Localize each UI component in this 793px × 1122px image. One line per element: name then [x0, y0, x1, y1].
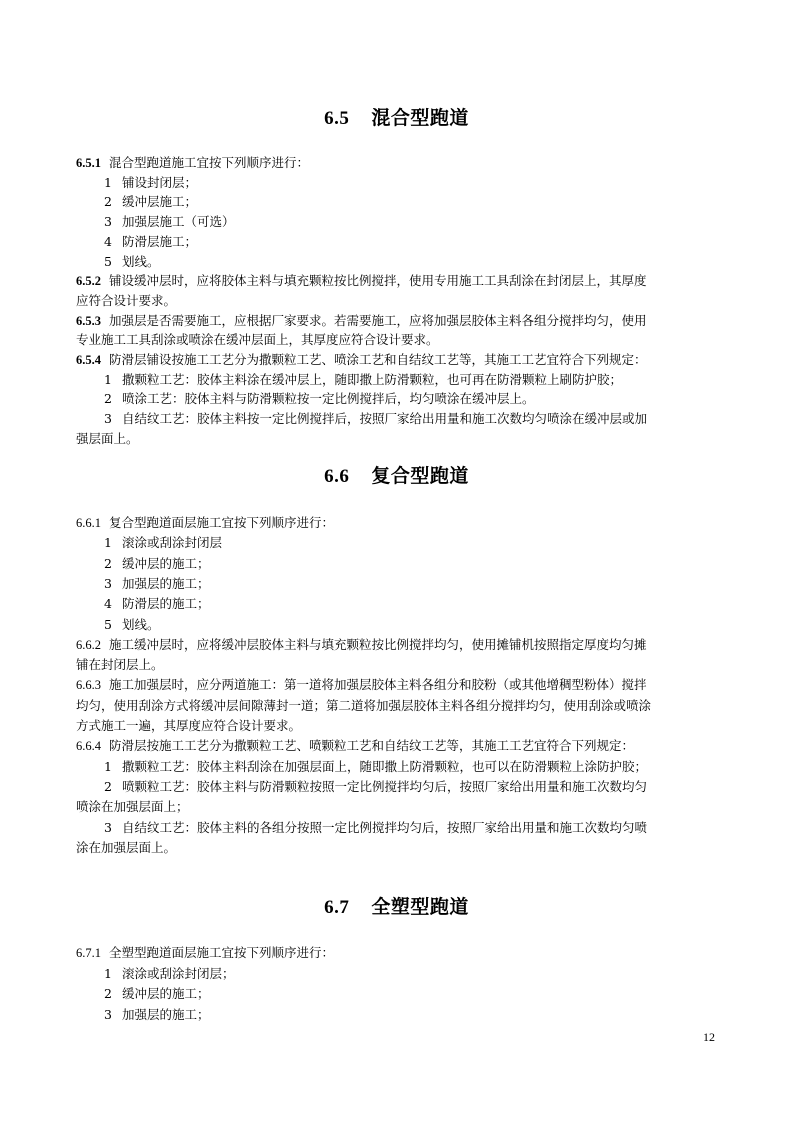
section-number: 6.5 [324, 108, 350, 129]
item-number: 2 [104, 194, 112, 210]
text-line [76, 657, 164, 673]
clause-number: 6.6.1 [76, 516, 101, 530]
text-line [76, 431, 139, 447]
text-line [104, 966, 234, 982]
item-number: 4 [104, 233, 112, 249]
text-line [104, 175, 197, 191]
line-text: 方式施工一遍，其厚度应符合设计要求。 [76, 718, 302, 733]
text-line [76, 352, 647, 368]
item-number: 3 [104, 1006, 112, 1022]
text-line [76, 945, 334, 961]
item-number: 1 [104, 174, 112, 190]
text-line [104, 194, 197, 210]
line-text: 全塑型跑道面层施工宜按下列顺序进行： [109, 945, 335, 960]
section-number: 6.7 [324, 897, 350, 918]
item-number: 3 [104, 575, 112, 591]
line-text: 滚涂或刮涂封闭层 [121, 535, 222, 551]
text-line [104, 779, 647, 795]
section-title: 混合型跑道 [371, 107, 469, 129]
text-line [76, 840, 176, 856]
text-line [76, 738, 634, 754]
text-line [76, 637, 647, 653]
item-number: 1 [104, 371, 112, 387]
clause-number: 6.5.4 [76, 353, 101, 367]
item-number: 2 [104, 555, 112, 571]
clause-number: 6.5.1 [76, 156, 101, 170]
line-text: 撒颗粒工艺：胶体主料刮涂在加强层面上，随即撒上防滑颗粒，也可以在防滑颗粒上涂防护胶； [121, 758, 647, 774]
item-number: 1 [104, 535, 112, 551]
section-heading [0, 895, 793, 920]
item-number: 4 [104, 596, 112, 612]
line-text: 加强层施工（可选） [121, 214, 235, 230]
text-line [104, 820, 647, 836]
line-text: 防滑层的施工； [121, 596, 210, 612]
text-line [76, 718, 301, 734]
line-text: 划线。 [121, 616, 160, 632]
line-text: 缓冲层施工； [121, 194, 197, 210]
text-line [76, 293, 176, 309]
text-line [104, 411, 647, 427]
text-line [76, 515, 334, 531]
line-text: 防滑层铺设按施工工艺分为撒颗粒工艺、喷涂工艺和自结纹工艺等，其施工工艺宜符合下列规定： [109, 352, 647, 367]
line-text: 滚涂或刮涂封闭层； [121, 965, 235, 981]
text-line [76, 155, 309, 171]
text-line [104, 535, 222, 551]
line-text: 复合型跑道面层施工宜按下列顺序进行： [109, 515, 335, 530]
line-text: 喷颗粒工艺：胶体主料与防滑颗粒按照一定比例搅拌均匀后，按照厂家给出用量和施工次数均匀 [121, 778, 647, 794]
item-number: 1 [104, 965, 112, 981]
text-line [76, 273, 647, 289]
line-text: 喷涂在加强层面上； [76, 799, 189, 815]
text-line [104, 596, 209, 612]
page-number: 12 [703, 1030, 715, 1044]
line-text: 加强层的施工； [121, 1006, 210, 1022]
text-line [104, 986, 209, 1002]
text-line [104, 214, 234, 230]
line-text: 涂在加强层面上。 [76, 839, 177, 855]
line-text: 均匀，使用刮涂方式将缓冲层间隙薄封一道；第二道将加强层胶体主料各组分搅拌均匀，使用刮涂或喷涂 [76, 697, 652, 713]
text-line [76, 313, 647, 329]
item-number: 5 [104, 616, 112, 632]
text-line [104, 617, 159, 633]
text-line [104, 234, 197, 250]
line-text: 施工缓冲层时，应将缓冲层胶体主料与填充颗粒按比例搅拌均匀，使用摊铺机按照指定厚度均匀摊 [109, 636, 647, 652]
text-line [104, 391, 534, 407]
item-number: 3 [104, 819, 112, 835]
text-line [104, 576, 209, 592]
item-number: 1 [104, 758, 112, 774]
clause-number: 6.6.2 [76, 637, 101, 652]
text-line [104, 759, 647, 775]
line-text: 加强层的施工； [121, 575, 210, 591]
item-number: 3 [104, 411, 112, 427]
line-text: 自结纹工艺：胶体主料按一定比例搅拌后，按照厂家给出用量和施工次数均匀喷涂在缓冲层或加 [121, 411, 647, 427]
item-number: 2 [104, 986, 112, 1002]
line-text: 铺设封闭层； [121, 174, 197, 190]
section-title: 全塑型跑道 [371, 896, 469, 918]
line-text: 自结纹工艺：胶体主料的各组分按照一定比例搅拌均匀后，按照厂家给出用量和施工次数均匀喷 [121, 819, 647, 835]
line-text: 防滑层按施工工艺分为撒颗粒工艺、喷颗粒工艺和自结纹工艺等，其施工工艺宜符合下列规定： [109, 738, 635, 754]
item-number: 2 [104, 778, 112, 794]
line-text: 加强层是否需要施工，应根据厂家要求。若需要施工，应将加强层胶体主料各组分搅拌均匀，使用 [109, 312, 647, 328]
text-line [76, 698, 651, 714]
clause-number: 6.6.3 [76, 678, 101, 693]
clause-number: 6.6.4 [76, 739, 101, 754]
text-line [104, 254, 159, 270]
line-text: 专业施工工具刮涂或喷涂在缓冲层面上，其厚度应符合设计要求。 [76, 332, 439, 348]
line-text: 混合型跑道施工宜按下列顺序进行： [109, 155, 310, 170]
line-text: 撒颗粒工艺：胶体主料涂在缓冲层上，随即撒上防滑颗粒，也可再在防滑颗粒上刷防护胶； [121, 371, 622, 387]
clause-number: 6.7.1 [76, 946, 101, 960]
text-line [104, 1007, 209, 1023]
line-text: 铺在封闭层上。 [76, 657, 164, 673]
line-text: 施工加强层时，应分两道施工：第一道将加强层胶体主料各组分和胶粉（或其他增稠型粉体）搅拌 [109, 677, 647, 693]
line-text: 铺设缓冲层时，应将胶体主料与填充颗粒按比例搅拌，使用专用施工工具刮涂在封闭层上，其厚度 [109, 273, 647, 289]
section-title: 复合型跑道 [371, 465, 469, 487]
text-line [76, 677, 647, 693]
section-heading [0, 464, 793, 489]
item-number: 3 [104, 214, 112, 230]
text-line [76, 332, 439, 348]
text-line [76, 799, 189, 815]
text-line [104, 372, 622, 388]
item-number: 5 [104, 253, 112, 269]
text-line [104, 556, 209, 572]
line-text: 缓冲层的施工； [121, 555, 210, 571]
line-text: 喷涂工艺：胶体主料与防滑颗粒按一定比例搅拌后，均匀喷涂在缓冲层上。 [121, 391, 535, 407]
line-text: 应符合设计要求。 [76, 292, 177, 308]
line-text: 强层面上。 [76, 430, 139, 446]
clause-number: 6.5.3 [76, 313, 101, 328]
line-text: 防滑层施工； [121, 233, 197, 249]
line-text: 划线。 [121, 253, 160, 269]
line-text: 缓冲层的施工； [121, 986, 210, 1002]
section-number: 6.6 [324, 466, 350, 487]
clause-number: 6.5.2 [76, 274, 101, 289]
item-number: 2 [104, 391, 112, 407]
section-heading [0, 106, 793, 131]
